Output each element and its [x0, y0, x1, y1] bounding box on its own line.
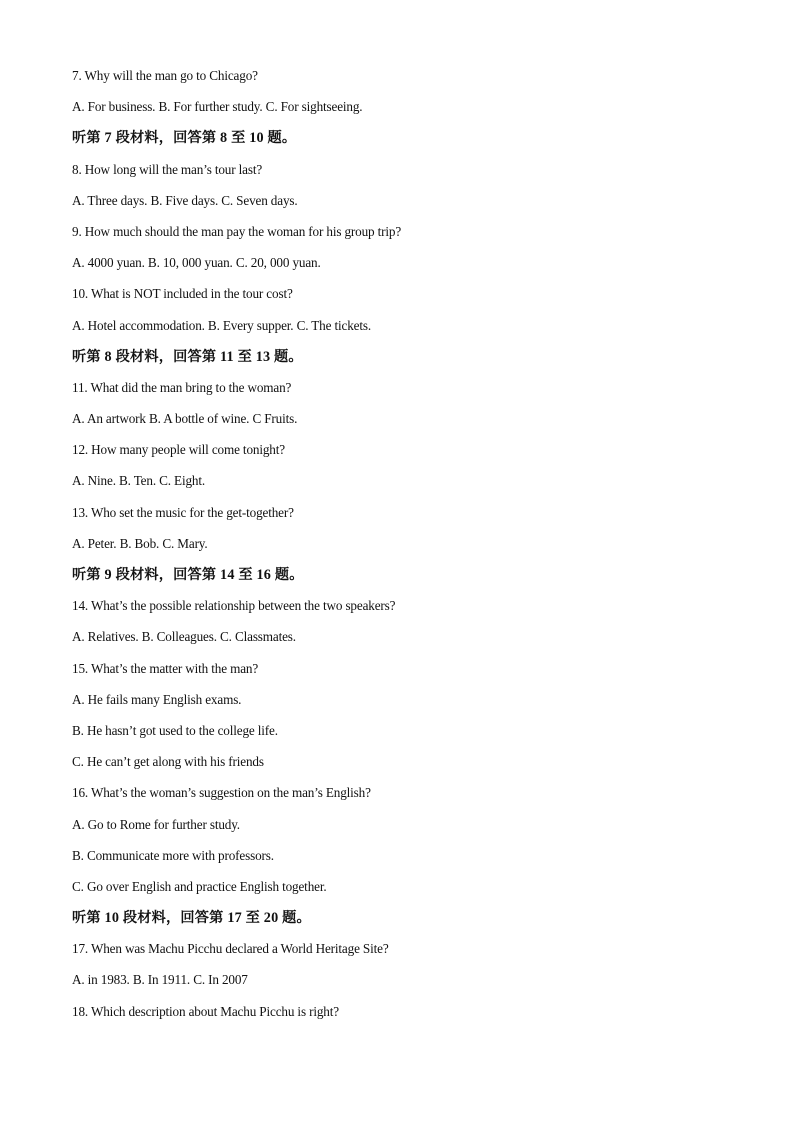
option-15-a: A. He fails many English exams.	[72, 691, 242, 707]
question-18: 18. Which description about Machu Picchu is right?	[72, 1003, 339, 1019]
question-10: 10. What is NOT included in the tour cost?	[72, 286, 293, 302]
question-15: 15. What’s the matter with the man?	[72, 660, 259, 676]
question-8: 8. How long will the man’s tour last?	[72, 161, 263, 177]
options-11: A. An artwork B. A bottle of wine. C Fruits.	[72, 411, 298, 427]
options-14: A. Relatives. B. Colleagues. C. Classmates.	[72, 629, 296, 645]
question-11: 11. What did the man bring to the woman?	[72, 379, 292, 395]
options-12: A. Nine. B. Ten. C. Eight.	[72, 473, 206, 489]
section-heading-10: 听第 10 段材料，回答第 17 至 20 题。	[72, 910, 311, 927]
section-heading-7: 听第 7 段材料，回答第 8 至 10 题。	[72, 130, 297, 147]
question-12: 12. How many people will come tonight?	[72, 442, 285, 458]
options-10: A. Hotel accommodation. B. Every supper. C. The tickets.	[72, 317, 372, 333]
question-13: 13. Who set the music for the get-together?	[72, 504, 294, 520]
option-16-a: A. Go to Rome for further study.	[72, 816, 240, 832]
options-13: A. Peter. B. Bob. C. Mary.	[72, 535, 208, 551]
option-15-b: B. He hasn’t got used to the college life.	[72, 722, 278, 738]
exam-question-list	[72, 66, 732, 1033]
options-7: A. For business. B. For further study. C. For sightseeing.	[72, 99, 363, 115]
question-17: 17. When was Machu Picchu declared a World Heritage Site?	[72, 941, 389, 957]
question-7: 7. Why will the man go to Chicago?	[72, 68, 258, 83]
section-heading-8: 听第 8 段材料，回答第 11 至 13 题。	[72, 348, 303, 365]
option-15-c: C. He can’t get along with his friends	[72, 754, 264, 770]
question-14: 14. What’s the possible relationship between the two speakers?	[72, 598, 396, 614]
section-heading-9: 听第 9 段材料，回答第 14 至 16 题。	[72, 567, 304, 583]
option-16-c: C. Go over English and practice English together.	[72, 878, 327, 894]
options-8: A. Three days. B. Five days. C. Seven days.	[72, 192, 298, 208]
option-16-b: B. Communicate more with professors.	[72, 847, 274, 863]
options-17: A. in 1983. B. In 1911. C. In 2007	[72, 972, 248, 988]
question-9: 9. How much should the man pay the woman for his group trip?	[72, 223, 402, 239]
options-9: A. 4000 yuan. B. 10, 000 yuan. C. 20, 000 yuan.	[72, 255, 321, 271]
question-16: 16. What’s the woman’s suggestion on the man’s English?	[72, 785, 371, 801]
